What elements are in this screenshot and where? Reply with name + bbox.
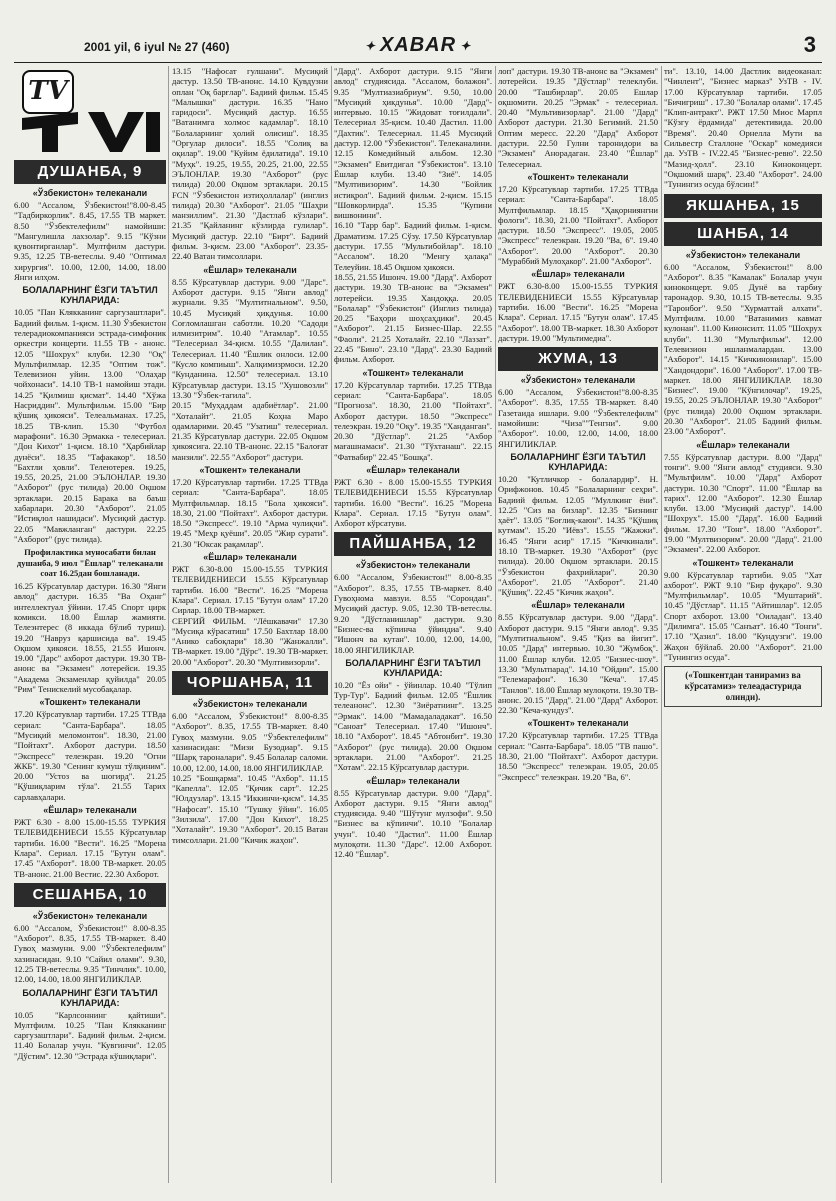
schedule-text: 6.00 "Ассалом, Ўзбекистон!" 8.00-8.35 "Ахборот". 8.35, 17.55 ТВ-маркет. 8.40 Гувоҳ мазмуни. 9.05 "Ўзбектелефилм" хазинасидан: "Мизи Бузодиар". 9.15 "Шарқ тароналари". 9.45 Болалар саломи. 10.00, 12.00, 14.00, 18.00 ЯНГИЛИКЛАР. [172, 711, 328, 773]
schedule-text: 13.15 "Нафосат гулшани". Мусиқий дастур. 13.50 ТВ-анонс. 14.10 Қувдузни оплан "Оқ барғлар". Бадиий фильм. 15.45 "Малышки" дастури. 16.35 "Нано гаридоси". Мусиқий дастур. 16.55 "Ватанимга холмос кадамлар". 18.10 "Болаларнинг ҳолий олисиш". 18.35 "Оргулар дилоси". 18.55 "Солиқ ва оқилар". 19.00 "Куйим ёдилатида". 19.10 "Муҳк". 19.25, 19.55, 20.25, 21.00, 22.55 ЭЪЛОНЛАР. 19.30 "Ахборот" (рус тилида) 20.00 Оқшом эртаклари. 20.15 FCN "Ўзбекистон изтиҳоллалар" (инглиз тилида) 20.30 "Ахборот". 21.05 "Шаҳри манзиллим". 21.30 "Дастлаб кўзлари". 21.35 "Қайланинг кўзлирда гулилар". Мусиқий дастур. 22.10 "Бирт". Бадиий фильм. 3-қисм. 23.00 "Ахборот". 23.35-22.40 Ватан тимсоллари. [172, 66, 328, 262]
section-heading: БОЛАЛАРНИНГ ЁЗГИ ТАЪТИЛ КУНЛАРИДА: [22, 987, 158, 1008]
channel-heading: «Ёшлар» телеканали [43, 805, 137, 816]
channel-heading: «Ўзбекистон» телеканали [685, 249, 801, 260]
channel-heading: «Ёшлар» телеканали [531, 600, 625, 611]
source-note-box: («Тошкентдан танирамиз ва кўрсатамиз» телеадастурида олинди). [664, 666, 822, 707]
column-2 [172, 66, 328, 1183]
schedule-text: лоп" дастури. 19.30 ТВ-анонс ва "Экзамен" лотерейси. 19.35 "Дўстлар" телеклуби. 20.00 "Ташбирлар". 20.05 Ешлар оқшомити. 20.25 "Эрмак" - телесериал. 20.40 "Мультивизорлар". 21.00 "Дард" Ахборот дастури. 21.30 Бегимий. 21.50 Оптим мересс. 22.20 "Дард" Ахборот дастури. 22.50 Гулни таронидори ва "Экзамен" Анорадаган. 23.40 "Ёшлар" Телесериал. [498, 66, 658, 169]
tv-logo [14, 68, 166, 156]
column-divider [661, 66, 662, 1183]
page-header [14, 28, 822, 62]
schedule-text: 6.00 "Ассалом, Ўзбекистон!" 8.00-8.35 "Ахборот". 8.35, 17.55 ТВ-маркет. 8.40 Гувоҳнома мавзуи. 8.55 "Сорондан". Мусиқий дастур. 9.05, 12.30 ТВ-ветеслы. 9.20 "Дўстланишлар" дастури. 9.30 "Бизнес-ва кўпинча ўйиндиа". 9.40 "Ишонч ва кутан". 10.00, 12.00, 14.00, 18.00 ЯНГИЛИКЛАР. [334, 572, 492, 655]
star-icon: ✦ [364, 38, 376, 53]
schedule-text: ти". 13.10, 14.00 Дастлик видеоканал: "Чинлент", "Бизнес марказ" УзТВ - IV. 17.00 Кўрсатувлар тартиби. 17.05 "Бичигриш" . 17.30 "Болалар олами". 17.45 "Клип-антракт". РЖТ 17.50 Миос Марпл "Кўзгу ёрдамида" детективида. 20.00 "Время". 20.40 Орнелла Мути ва Сильвестр Сталлоне "Оскар" комедияси да. УзТВ - IV.22.45 "Бизнес-ревю". 22.50 "Мазид-ҳолл". 23.10 Киноконцерт. "Оқшомий шарқ". 23.40 "Ахборот". 24.00 "Тунингиз осуда бўлсин!" [664, 66, 822, 190]
day-header-dushanba: ДУШАНБА, 9 [14, 160, 166, 184]
schedule-text: 6.00 "Ассалом, Ўзбекистон!"8.00-8.35 "Ахборот". 8.35, 17.55 ТВ-маркет. 8.40 Газетаида ишлари. 9.00 "Ўзбектелефилм" намойиши: "Чиза""Тенгни". 9.00 "Ахборот". 10.00, 12.00, 14.00, 18.00 ЯНГИЛИКЛАР. [498, 387, 658, 449]
schedule-text: 10.25 "Бошқарма". 10.45 "Ахбор". 11.15 "Капелла". 12.05 "Қичик сарт". 12.25 "Юлдузлар". 13.15 "Иккинчи-қисм". 14.35 "Нафосат". 15.10 "Тушку ўйин". 16.05 "Зилзила". 17.00 "Дон Кихот". 18.25 "Хоталайт". 19.30 "Ахборот". 20.15 Ватан тимсоллари. 21.00 "Кичик жаҳон". [172, 772, 328, 845]
schedule-text: 20.15 "Муҳаддам адабиётлар". 21.00 "Хоталайт". 21.05 Коҳна Маро одамларими. 20.45 "Узатиш" телесериал. 21.35 Кўрсатувлар дастури. 22.05 Оқшом ҳикоясига. 22.10 ТВ-анонс. 22.15 "Балоғат манзили". 22.55 "Ахборот" дастури. [172, 400, 328, 462]
schedule-text: "Дард". Ахборот дастури. 9.15 "Янги авлод" студиясида. "Ассалом, болажон". 9.35 "Мултиазиабриум". 9.50, 10.00 "Мусиқий ҳикдунья". 10.00 "Дард"-интервью. 10.15 "Жидоват тоғилдали". Телесериал 35-қисм. 10.40 Дастил. 11.00 "Дахтик". Телесериал. 11.45 Мусиқий дастур. 12.00 "Ўзбекистон". Телеканалини. 12.15 Комедийный альбом. 12.30 "Экзамен" Евитдигал "Ўзбекистон". 13.10 Ёшлар клуби. 13.40 "Зиё". 14.05 "Мултивизорим". 14.30 "Бойлик истиқрол". Бадиий фильм. 2-қисм. 15.15 "Шовкорлирда". 15.35 "Купини вишвонини". [334, 66, 492, 221]
schedule-text: 16.10 "Тарр бар". Бадиий фильм. 1-қисм. Драматизм. 17.25 Сўзу. 17.50 Кўрсатувлар дастури. 17.55 "Мультибойлар". 18.10 "Ассалом". 18.20 "Менгу ҳалақа" Телеуйин. 18.45 Оқшом ҳикояси. [334, 220, 492, 272]
channel-heading: «Тошкент» телеканали [199, 464, 301, 475]
schedule-text: 17.20 Кўрсатувлар тартиби. 17.25 ТТВда сериал: "Санта-Барбара". 18.05 Мултфильмлар. 18.15 "Бола ҳикояси". 18.30, 21.00 "Пойтахт". Ахборот дастури. 18.50 "Экспресс". 19.10 "Арма чулиқчи". 19.45 "Меҳр қуёши". 20.05 "Жир сурати". 21.30 "Юксак рақамлар". [172, 476, 328, 549]
day-header-payshanba: ПАЙШАНБА, 12 [334, 532, 492, 556]
channel-heading: «Тошкент» телеканали [692, 557, 794, 568]
schedule-text: 8.55 Кўрсатувлар дастури. 9.00 "Дард". Ахборот дастури. 9.15 "Янги авлод" студиясида. 9.40 "Шўтунг мулзофи". 9.50 "Бизнес ва кўпинчи". 10.10 "Болалар учун". 10.40 "Дастил". 11.00 Ёшлар мулоқоти. 11.30 "Дарс". 12.00 Ахборот. 12.40 "Ёшлар". [334, 787, 492, 860]
channel-heading: «Ёшлар» телеканали [203, 264, 297, 275]
schedule-text: 17.20 Кўрсатувлар тартиби. 17.25 ТТВда сериал: "Санта-Барбара". 18.05 "Мусиқий меломонтон". 18.30, 21.00 "Пойтахт". Ахборот дастури. 18.50 "Экспресс" телеэкран. 19.20 "Огни ЖКБ". 19.30 "Сенинг кумуш тўлқиним". 20.00 "Устоз ва шогирд". 21.25 "Қўшиқларим тўла". 21.55 Тарих сарлавҳалари. [14, 709, 166, 802]
schedule-text: 6.00 "Ассалом, Ўзбекистон!" 8.00-8.35 "Ахборот". 8.35, 17.55 ТВ-маркет. 8.40 Гувоҳ мазмуни. 9.00 "Ўзбектелефилм" хазинасидан. 9.10 "Сайил олами". 9.30, 12.25 ТВ-ветеслы. 9.35 "Тинчлик". 10.00, 12.00, 14.00, 18.00 ЯНГИЛИКЛАР. [14, 922, 166, 985]
channel-heading: «Ўзбекистон» телеканали [32, 188, 148, 198]
channel-heading: «Ўзбекистон» телеканали [355, 560, 471, 571]
logo-letters: TV [28, 76, 68, 106]
schedule-text: 8.55 Кўрсатувлар дастури. 9.00 "Дарс". Ахборот дастури. 9.15 "Янги авлод" журнали. 9.35 "Мултитнальном". 9.50, 10.45 Мусиқий ҳикдунья. 10.00 Соғломлашган саботли. 10.20 "Садоди илмизитрим". 10.40 "Атамлар". 10.55 "Телесериал 34-қисм. 10.55 "Далилан". Телесериал. 11.40 "Ёшлик онлоси. 12.00 "Кусло компиыш". Халқимизрмоси. 12.20 "Кунданина. 12.50" телесериал. 13.10 Кўрсатувлар дастури. 13.15 "Хушовозли" 13.30 "Ўзбек-тагила". [172, 276, 328, 400]
header-divider [14, 62, 822, 63]
channel-heading: «Тошкент» телеканали [527, 171, 629, 182]
channel-heading: «Ёшлар» телеканали [531, 269, 625, 280]
schedule-text: СЕРГИЙ ФИЛЬМ. "Лёшкавачи" 17.30 "Мусиқа кўрасатиш" 17.50 Бахтлар 18.00 "Анико сабоқлари" 18.30 "Жанжалли". ТВ-маркет. 19.00 "Дўрс". 19.30 ТВ-маркет. 20.00 "Ахборот". 20.30 "Мултивизорли". [172, 615, 328, 667]
schedule-text: 6.00 "Ассалом, Ўзбекистон!" 8.00 "Ахборот". 8.35 "Камалак" Болалар учун киноконцерт. 9.05 Дунё ва тарбиу таронадор. 9.30, 10.15 ТВ-ветеслы. 9.35 "Таронбоғ". 9.50 "Хурматтай алхати". Мултфилм. 10.00 "Ватанимиз кавмат кулонан". 11.00 Кинонсилт. 11.05 "Шохрух клуби". 11.30 "Мультфильм". 12.00 Телевизион ишланмалардан. 13.00 "Ахборот". 14.15 "Кичкинонилар". 15.00 "Хандондори". 16.00 "Ахборот". 17.00 ТВ-маркет. 18.00 ЯНГИЛИКЛАР. 18.30 "Бизнес". 19.00 "Кўнгилочар". 19.25, 19.55, 20.25 ЭЪЛОНЛАР. 19.30 "Ахборот" (рус тилида) 20.00 Оқшом эртаклари. 20.30 "Ахборот". 21.05 Бадиий фильм. 23.00 "Ахборот". [664, 261, 822, 437]
schedule-text: РЖТ 6.30 - 8.00 15.00-15.55 ТУРКИЯ ТЕЛЕВИДЕНИЕСИ 15.55 Кўрсатувлар тартиби. 16.00 "Вести". 16.25 "Moрена Клара". Сериал. 17.15 "Бутун олам". 17.45 "Ахборот". 18.00 ТВ-маркет. 20.05 ТВ-анонс. 21.00 Вестис. 22.30 Ахборот. [14, 817, 166, 879]
column-1 [14, 66, 166, 1183]
channel-heading: «Ўзбекистон» телеканали [32, 910, 148, 921]
schedule-text: РЖТ 6.30-8.00 15.00-15.55 ТУРКИЯ ТЕЛЕВИДЕНИЕСИ 15.55 Кўрсатувлар тартиби. 16.00 "Вести". 16.25 "Moрена Клара". Сериал. 17.15 "Бутун олам". 17.45 "Ахборот". 18.00 ТВ-маркет. 18.30 Ахборот дастури. 19.00 "Мультимедиа". [498, 281, 658, 343]
channel-heading: «Тошкент» телеканали [527, 718, 629, 729]
column-divider [495, 66, 496, 1183]
day-header-juma: ЖУМА, 13 [498, 347, 658, 371]
notice-text: Профилактика муносабати билан душанба, 9 июл "Ёшлар" телеканали соат 16.25дан бошланади. [16, 547, 164, 578]
channel-heading: «Ёшлар» телеканали [366, 775, 460, 786]
schedule-text: 9.00 Кўрсатувлар тартиби. 9.05 "Хат ахборот". РЖТ 9.10 "Бир фуқаро". 9.30 "Мултфильмлар". 10.05 "Муштарий". 10.45 "Дўстлар". 11.15 "Айтишлар". 12.05 Спорт ахборот. 13.00 "Оиладан". 13.40 "Дилимга". 15.05 "Санъат". 16.40 "Тонги". 17.10 "Ҳазил". 18.00 "Кундузги". 19.00 Жаҳон бўйлаб. 20.00 "Ахборот". 21.00 "Тунингиз осуда". [664, 569, 822, 662]
masthead-title [14, 34, 822, 57]
day-header-yakshanba: ЯКШАНБА, 15 [664, 194, 822, 218]
day-header-seshanba: СЕШАНБА, 10 [14, 883, 166, 907]
tv-block-letters-icon [18, 112, 162, 152]
masthead-text: XABAR [379, 34, 457, 56]
schedule-text: 10.20 "Ёз ойи" - ўйинлар. 10.40 "Тўлип Тур-Тур". Бадиий фильм. 12.05 "Ёшлик телеанонс". 12.30 "Зиёратнинг". 13.25 "Эрмак". 14.00 "Мамадаладакат". 16.50 "Саноат" Телесериал. 17.40 "Ишонч". 18.10 "Ахборот". 18.45 "Абтонбит". 19.30 "Ахборот" (рус тилида). 20.00 Оқшом эртаклари. 21.00 "Ахборот". 21.25 "Хотам". 22.15 Кўрсатувлар дастури. [334, 679, 492, 773]
column-divider [331, 66, 332, 1183]
column-3 [334, 66, 492, 1183]
day-header-chorshanba: ЧОРШАНБА, 11 [172, 671, 328, 695]
channel-heading: «Тошкент» телеканали [362, 367, 464, 378]
schedule-text: РЖТ 6.30 - 8.00 15.00-15.55 ТУРКИЯ ТЕЛЕВИДЕНИЕСИ 15.55 Кўрсатувлар тартиби. 16.00 "Вести". 16.25 "Moрена Клара". Сериал. 17.15 "Бутун олам". Ахборот кўрсатуви. [334, 476, 492, 529]
channel-heading: «Ёшлар» телеканали [366, 464, 460, 475]
schedule-text: РЖТ 6.30-8.00 15.00-15.55 ТУРКИЯ ТЕЛЕВИДЕНИЕСИ 15.55 Кўрсатувлар тартиби. 16.00 "Вести". 16.25 "Moрена Клара". Сериал. 17.15 "Бутун олам" 17.20 Сирлар. 18.00 ТВ-маркет. [172, 564, 328, 616]
channel-heading: «Ёшлар» телеканали [203, 552, 297, 563]
schedule-text: 8.55 Кўрсатувлар дастури. 9.00 "Дард". Ахборот дастури. 9.15 "Янги авлод". 9.35 "Мултитнальном". 9.45 "Қиз ва йигит". 10.05 "Дард" интервью. 10.30 "Жумбоқ". 11.00 Ёшлар клуби. 12.05 "Бизнес-шоу". 13.30 "Мультпарад". 14.10 "Ойдин". 15.00 "Телемарафон". 16.30 "Кеча". 17.45 "Танлов". 18.00 Ёшлар мулоқоти. 19.30 ТВ-анонс. 20.15 "Дард". 21.00 "Дард" Ахборот. 22.30 "Кеча-кундуз". [498, 612, 658, 716]
schedule-text: 6.00 "Ассалом, Ўзбекистон!"8.00-8.45 "Тадбиркорлик". 8.45, 17.55 ТВ маркет. 8.50 "Ўзбектелефилм" намойиши: "Мангулишла лахзолар". 9.15 "Кўзни қувонтирганлар". Мултфилм дастури. 9.35, 12.25 ТВ-ветеслы. 9.40 "Оптимал хирургия". 10.00, 12.00, 14.00, 18.00 Янги илҳом. [14, 200, 166, 283]
schedule-text: 17.20 Кўрсатувлар тартиби. 17.25 ТТВда сериал: "Санта-Барбара". 18.05 Мултфильмлар. 18.15 "Ҳақорниянгни фологи". 18.30, 21.00 "Пойтахт". Ахборот дастури. 18.50 "Экспресс". 19.05, 2005 "Экспресс" телеэкран. 19.20 "Ва, 6". 19.40 "Ахборот". 20.00 "Ахборот". 20.30 "Мураббий Мулоҳакор". 21.00 "Ахборот". [498, 183, 658, 267]
schedule-text: 10.05 "Карлсоннинг қайтиши". Мултфилм. 10.25 "Пан Клякканинг саргузаштлари". Бадиий фильм. 2-қисм. 11.40 Болалар учун. "Кувгинчи". 12.05 "Дўстим". 12.30 "Эстрада кўшиқлари". [14, 1009, 166, 1061]
star-icon: ✦ [460, 38, 472, 53]
schedule-text: 7.55 Кўрсатувлар дастури. 8.00 "Дард" тонги". 9.00 "Янги авлод" студияси. 9.30 "Мультфилм". 10.00 "Дард" Ахборот дастури. 10.30 "Спорт". 11.00 "Ёшлар ва тарих". 12.00 "Ахборот". 12.30 Ёшлар клуби. 13.00 "Мусиқий дастур". 14.00 "Шохрух". 15.00 "Дард". 16.00 Бадиий фильм. 17.30 "Тонг". 18.00 "Ахборот". 19.00 "Мултвизорим". 20.00 "Дард". 21.00 "Экзамен". 22.00 Ахборот. [664, 451, 822, 555]
day-header-shanba: ШАНБА, 14 [664, 222, 822, 246]
schedule-text: 17.20 Кўрсатувлар тартиби. 17.25 ТТВда сериал: "Санта-Барбара". 18.05 "Прогноза". 18.30, 21.00 "Пойтахт". Ахборот дастури. 18.50 "Экспресс" телеэкран. 19.20 "Оқу". 19.35 "Ханданган". 20.30 "Дўстлар". 21.25 "Ахбор мағашнамаси". 21.30 "Тўхтанаш". 22.15 "Фатвабир" 22.45 "Бошқа". [334, 379, 492, 462]
tv-screen-icon [22, 70, 74, 114]
schedule-text: 18.55, 21.55 Ишонч. 19.00 "Дард". Ахборот дастури. 19.30 ТВ-анонс ва "Экзамен" лотерейси. 19.35 Хандоққа. 20.05 "Болалар" "Ўзбекистон" (Инглиз тилида) 20.25 "Баҳори шоҳсаҳдики". 20.45 "Ахборот". 21.15 Бизнес-Шар. 22.55 "Фаоли". 21.25 Хоталайт. 22.10 "Лаззат". 22.45 "Бино". 23.10 "Дард". 23.30 Бадиий фильм. Ахборот. [334, 271, 492, 365]
page-number: 3 [803, 32, 816, 57]
column-4 [498, 66, 658, 1183]
section-heading: БОЛАЛАРНИНГ ЁЗГИ ТАЪТИЛ КУНЛАРИДА: [345, 657, 481, 678]
section-heading: БОЛАЛАРНИНГ ЁЗГИ ТАЪТИЛ КУНЛАРИДА: [22, 285, 158, 306]
schedule-text: 17.20 Кўрсатувлар тартиби. 17.25 ТТВда сериал: "Санта-Барбара". 18.05 "ТВ пашо". 18.30, 21.00 "Пойтахт". Ахборот дастури. 18.50 "Экспресс" телеэкран. 19.05, 20.05 "Экспресс" телеэкран. 19.20 "Ва, 6". [498, 730, 658, 782]
channel-heading: «Тошкент» телеканали [39, 697, 141, 708]
channel-heading: «Ўзбекистон» телеканали [192, 699, 308, 710]
column-5 [664, 66, 822, 1183]
column-divider [168, 66, 169, 1183]
schedule-text: 10.05 "Пан Клякканинг саргузаштлари". Бадиий фильм. 1-қисм. 11.30 Ўзбекистон телерадиокомпанияси эстрада-симфоник оркестри концерти. 11.55 ТВ - анонс. 12.05 "Шохрух" клуби. 12.30 "Оқ" Мультфилмлар. 12.35 "Оптим тож". Телевизион уйин. 13.00 "Олаҳар чойхонаси". 14.10 ТВ-1 намойиш этади. 14.25 "Қилмиш қисмат". 14.40 "Хўжа Насриддин". Мультфильм. 15.00 "Бир қўшиқ ҳикояси". Телеальманах. 17.25, 18.25 ТВ-клип. 15.30 "Футбол марафони". 16.30 Эрмакка - телесериал. "Дон Кихот" 1-қисм. 18.10 "Ҳарбийлар дунёси". 18.35 "Тафакакор". 18.50 "Бахтли ҳовли". Телеютерея. 19.25, 19.55, 20.25, 21.00 ЭЪЛОНЛАР. 19.30 "Ахборот" (рус тилида) 20.00 Оқшом эртаклари. 20.15 Барака ва баъш хабарлари. 20.30 "Ахборот". 21.05 "Истиқлол нашидаси". Мусиқий дастур. 22.05 "Мавжланган" дастури. 22.25 "Ахборот" (рус тилида). [14, 307, 166, 544]
channel-heading: «Ёшлар» телеканали [696, 439, 790, 450]
channel-heading: «Ўзбекистон» телеканали [520, 375, 636, 386]
schedule-text: 16.25 Кўрсатувлар дастури. 16.30 "Янги авлод" дастури. 16.35 "Ва Оҳанг" интеллектуал ўйини. 17.45 Спорт цирк комикси. 18.00 Ёшлар жамияти. Телеэнтерес (8 иккада бўлиб туриш). 19.20 "Навруз қаршисида ва". 19.45 Оқшом ҳикояси. 18.55, 21.55 Ишонч. 19.00 "Дарс" ахборот дастури. 19.30 ТВ-анонс ва "Экзамен" лотерейси. 19.35 "Академа Экзаменлар қуйилда" 20.05 "Рим" Тенискелий мусобақалар. [14, 581, 166, 695]
section-heading: БОЛАЛАРНИНГ ЁЗГИ ТАЪТИЛ КУНЛАРИДА: [510, 451, 646, 472]
schedule-text: 10.20 "Кутличкор - болалардир". Н. Орифжонов. 10.45 "Болаларнинг сеҳри". Бадиий фильм. 12.05 "Муллкинг ёни". 12.25 "Сиз ва бизлар". 12.35 "Бизнинг ҳаёт". 13.05 "Боғлиқ-каюн". 14.35 "Қўшиқ кутмам". 15.20 "Иёвз". 15.55 "Жажжи". 16.45 "Янги асир" 17.15 "Кичкинали". 18.10 ТВ-маркет. 19.30 "Ахборот" (рус тилида). 20.00 Оқшом эртаклари. 20.15 "Ўзбекистон фахрийлари". 20.30 "Ахборот". 21.05 "Ахборот". 21.40 "Қўшиқ". 22.45 "Кичик жаҳон". [498, 473, 658, 598]
issue-info: 2001 yil, 6 iyul № 27 (460) [84, 40, 230, 54]
